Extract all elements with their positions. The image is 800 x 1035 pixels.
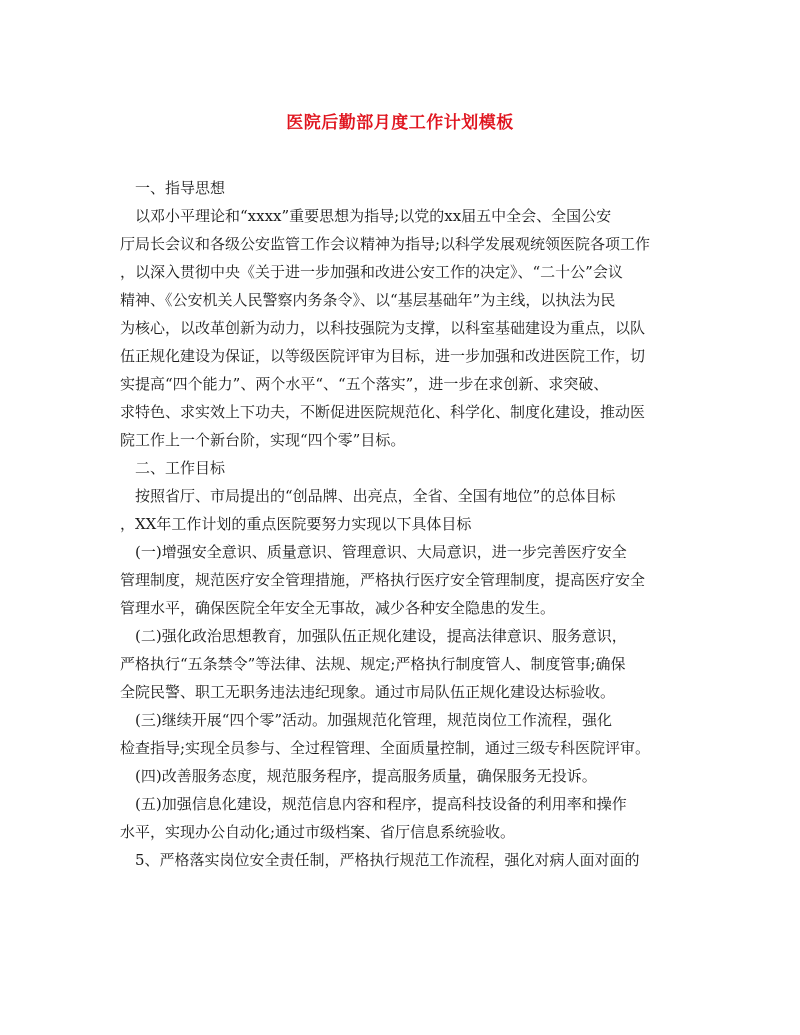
paragraph-line: 检查指导;实现全员参与、全过程管理、全面质量控制，通过三级专科医院评审。 [120, 739, 651, 757]
paragraph-line: 严格执行“五条禁令”等法律、法规、规定;严格执行制度管人、制度管事;确保 [120, 655, 626, 673]
paragraph-line: (四)改善服务态度，规范服务程序，提高服务质量，确保服务无投诉。 [120, 767, 597, 785]
paragraph-line: 实提高“四个能力”、两个水平“、“五个落实”，进一步在求创新、求突破、 [120, 375, 609, 393]
paragraph-line: (二)强化政治思想教育，加强队伍正规化建设，提高法律意识、服务意识， [120, 627, 627, 645]
paragraph-line: (一)增强安全意识、质量意识、管理意识、大局意识，进一步完善医疗安全 [120, 543, 627, 561]
paragraph-line: 院工作上一个新台阶，实现“四个零”目标。 [120, 431, 406, 449]
paragraph-line: (三)继续开展“四个零”活动。加强规范化管理，规范岗位工作流程，强化 [120, 711, 613, 729]
paragraph-line: 为核心，以改革创新为动力，以科技强院为支撑，以科室基础建设为重点，以队 [120, 319, 646, 337]
paragraph-line: ，XX年工作计划的重点医院要努力实现以下具体目标 [120, 515, 472, 533]
paragraph-line: ，以深入贯彻中央《关于进一步加强和改进公安工作的决定》、“二十公”会议 [120, 263, 623, 281]
paragraph-line: 水平，实现办公自动化;通过市级档案、省厅信息系统验收。 [120, 823, 516, 841]
document-title: 医院后勤部月度工作计划模板 [286, 113, 514, 133]
paragraph-line: (五)加强信息化建设，规范信息内容和程序，提高科技设备的利用率和操作 [120, 795, 627, 813]
paragraph-line: 按照省厅、市局提出的“创品牌、出亮点，全省、全国有地位”的总体目标 [120, 487, 616, 505]
paragraph-line: 求特色、求实效上下功夫，不断促进医院规范化、科学化、制度化建设，推动医 [120, 403, 646, 421]
section-heading-work-goals: 二、工作目标 [120, 459, 226, 477]
paragraph-line: 管理水平，确保医院全年安全无事故，减少各种安全隐患的发生。 [120, 599, 556, 617]
paragraph-line: 厅局长会议和各级公安监管工作会议精神为指导;以科学发展观统领医院各项工作 [120, 235, 651, 253]
paragraph-line: 伍正规化建设为保证，以等级医院评审为目标，进一步加强和改进医院工作，切 [120, 347, 646, 365]
paragraph-line: 5、严格落实岗位安全责任制，严格执行规范工作流程，强化对病人面对面的 [120, 851, 640, 869]
paragraph-line: 精神、《公安机关人民警察内务条令》、以“基层基础年”为主线，以执法为民 [120, 291, 616, 309]
paragraph-line: 以邓小平理论和“xxxx”重要思想为指导;以党的xx届五中全会、全国公安 [120, 207, 612, 225]
paragraph-line: 管理制度，规范医疗安全管理措施，严格执行医疗安全管理制度，提高医疗安全 [120, 571, 646, 589]
paragraph-line: 全院民警、职工无职务违法违纪现象。通过市局队伍正规化建设达标验收。 [120, 683, 616, 701]
section-heading-guiding-ideology: 一、指导思想 [120, 179, 226, 197]
